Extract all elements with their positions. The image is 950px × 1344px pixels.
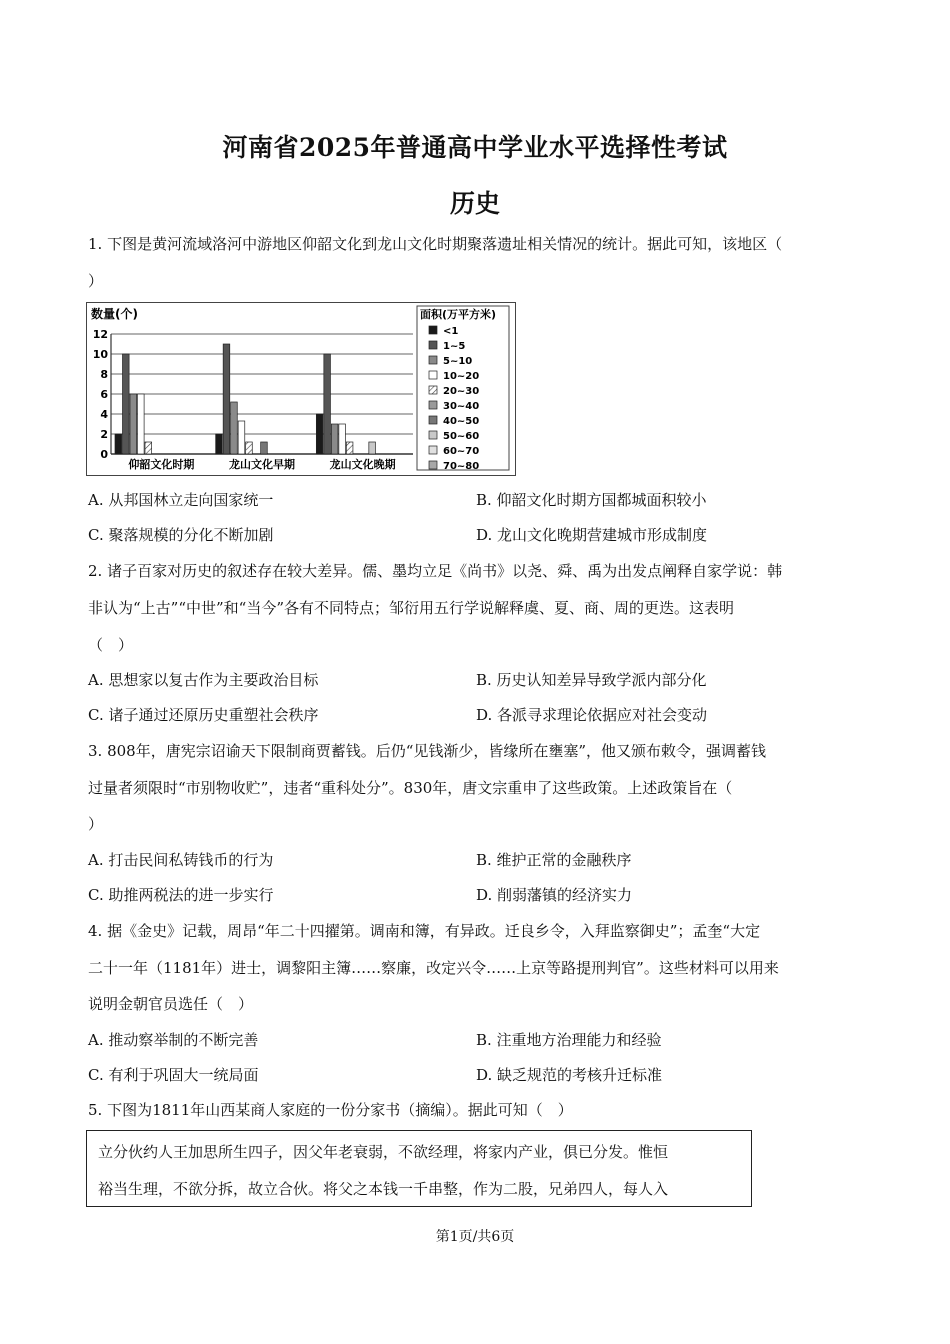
y-tick-label: 6 (100, 388, 108, 401)
legend-label: 10~20 (443, 371, 480, 382)
q1-option-b[interactable]: B. 仰韶文化时期方国都城面积较小 (476, 491, 707, 509)
legend-swatch-3 (429, 371, 437, 379)
bar-0-2 (130, 394, 137, 454)
legend-label: 20~30 (443, 386, 480, 397)
settlement-chart-svg (87, 303, 515, 475)
q2-stem-line3: （ ） (88, 636, 134, 654)
legend-swatch-7 (429, 431, 437, 439)
q3-option-b[interactable]: B. 维护正常的金融秩序 (476, 851, 632, 869)
y-tick-label: 0 (100, 448, 108, 461)
y-tick-label: 12 (92, 328, 108, 341)
bar-2-1 (324, 354, 331, 454)
q4-option-a[interactable]: A. 推动察举制的不断完善 (88, 1031, 259, 1049)
q3-option-a[interactable]: A. 打击民间私铸钱币的行为 (88, 851, 274, 869)
legend-label: 60~70 (443, 446, 480, 457)
bar-0-1 (123, 354, 130, 454)
bar-2-3 (339, 424, 346, 454)
division-document-line2: 裕当生理，不欲分拆，故立合伙。将父之本钱一千串整，作为二股，兄弟四人，每人入 (98, 1180, 669, 1198)
bar-1-4 (246, 442, 253, 454)
subject-title: 历史 (449, 189, 500, 218)
division-document-line1: 立分伙约人王加思所生四子，因父年老衰弱，不欲经理，将家内产业，俱已分发。惟恒 (98, 1143, 669, 1161)
bar-1-1 (223, 344, 230, 454)
q1-stem-line1: 1. 下图是黄河流域洛河中游地区仰韶文化到龙山文化时期聚落遗址相关情况的统计。据此可知，该地区（ (88, 235, 783, 253)
q4-option-b[interactable]: B. 注重地方治理能力和经验 (476, 1031, 662, 1049)
q1-stem-line2: ） (88, 272, 104, 290)
category-label: 龙山文化晚期 (329, 458, 396, 471)
legend-label: 5~10 (443, 356, 473, 367)
bar-2-7 (369, 442, 376, 454)
bar-2-0 (316, 414, 323, 454)
legend-swatch-9 (429, 461, 437, 469)
exam-title: 河南省2025年普通高中学业水平选择性考试 (222, 133, 728, 162)
division-document-box (86, 1130, 752, 1207)
y-tick-label: 4 (100, 408, 108, 421)
q5-stem-line1: 5. 下图为1811年山西某商人家庭的一份分家书（摘编）。据此可知（ ） (88, 1101, 573, 1119)
legend-label: 70~80 (443, 461, 480, 472)
q3-option-c[interactable]: C. 助推两税法的进一步实行 (88, 886, 274, 904)
legend-swatch-0 (429, 326, 437, 334)
legend-label: 1~5 (443, 341, 466, 352)
q2-option-d[interactable]: D. 各派寻求理论依据应对社会变动 (476, 706, 708, 724)
q3-stem-line3: ） (88, 815, 104, 833)
q3-stem-line1: 3. 808年，唐宪宗诏谕天下限制商贾蓄钱。后仍“见钱渐少，皆缘所在壅塞”，他又颁布敕令，强调蓄钱 (88, 742, 767, 760)
legend-swatch-5 (429, 401, 437, 409)
q4-option-d[interactable]: D. 缺乏规范的考核升迁标准 (476, 1066, 663, 1084)
y-axis-label: 数量(个) (91, 307, 138, 321)
q1-option-d[interactable]: D. 龙山文化晚期营建城市形成制度 (476, 526, 708, 544)
legend-swatch-6 (429, 416, 437, 424)
legend-label: 40~50 (443, 416, 480, 427)
bar-1-0 (216, 434, 223, 454)
q4-stem-line1: 4. 据《金史》记载，周昂“年二十四擢第。调南和簿，有异政。迁良乡令，入拜监察御史”；孟奎“大定 (88, 922, 761, 940)
q2-stem-line1: 2. 诸子百家对历史的叙述存在较大差异。儒、墨均立足《尚书》以尧、舜、禹为出发点阐释自家学说：韩 (88, 562, 783, 580)
q1-option-a[interactable]: A. 从邦国林立走向国家统一 (88, 491, 274, 509)
category-label: 龙山文化早期 (229, 458, 295, 471)
bar-0-0 (115, 434, 122, 454)
q1-option-c[interactable]: C. 聚落规模的分化不断加剧 (88, 526, 274, 544)
category-label: 仰韶文化时期 (128, 458, 195, 471)
page-footer: 第1页/共6页 (435, 1229, 515, 1245)
q4-stem-line3: 说明金朝官员选任（ ） (88, 995, 254, 1013)
legend-swatch-4 (429, 386, 437, 394)
settlement-chart (86, 302, 516, 476)
legend-swatch-2 (429, 356, 437, 364)
bar-0-3 (138, 394, 145, 454)
bar-2-2 (331, 424, 338, 454)
legend-swatch-8 (429, 446, 437, 454)
q2-option-a[interactable]: A. 思想家以复古作为主要政治目标 (88, 671, 319, 689)
legend-label: 30~40 (443, 401, 480, 412)
q4-option-c[interactable]: C. 有利于巩固大一统局面 (88, 1066, 259, 1084)
q2-option-c[interactable]: C. 诸子通过还原历史重塑社会秩序 (88, 706, 319, 724)
y-tick-label: 2 (100, 428, 108, 441)
q4-stem-line2: 二十一年（1181年）进士，调黎阳主簿……察廉，改定兴令……上京等路提刑判官”。这些材料可以用来 (88, 959, 779, 977)
legend-label: 50~60 (443, 431, 480, 442)
legend-title: 面积(万平方米) (420, 308, 497, 321)
bar-1-6 (261, 442, 268, 454)
q2-stem-line2: 非认为“上古”“中世”和“当今”各有不同特点；邹衍用五行学说解释虞、夏、商、周的更迭。这表明 (88, 599, 735, 617)
bar-2-4 (346, 442, 353, 454)
q2-option-b[interactable]: B. 历史认知差异导致学派内部分化 (476, 671, 707, 689)
legend-label: <1 (443, 326, 459, 337)
bar-1-3 (238, 421, 245, 454)
q3-stem-line2: 过量者须限时“市别物收贮”，违者“重科处分”。830年，唐文宗重申了这些政策。上述政策旨在（ (88, 779, 733, 797)
bar-1-2 (231, 402, 238, 454)
y-tick-label: 8 (100, 368, 108, 381)
bar-0-4 (145, 442, 152, 454)
q3-option-d[interactable]: D. 削弱藩镇的经济实力 (476, 886, 633, 904)
y-tick-label: 10 (92, 348, 108, 361)
legend-swatch-1 (429, 341, 437, 349)
